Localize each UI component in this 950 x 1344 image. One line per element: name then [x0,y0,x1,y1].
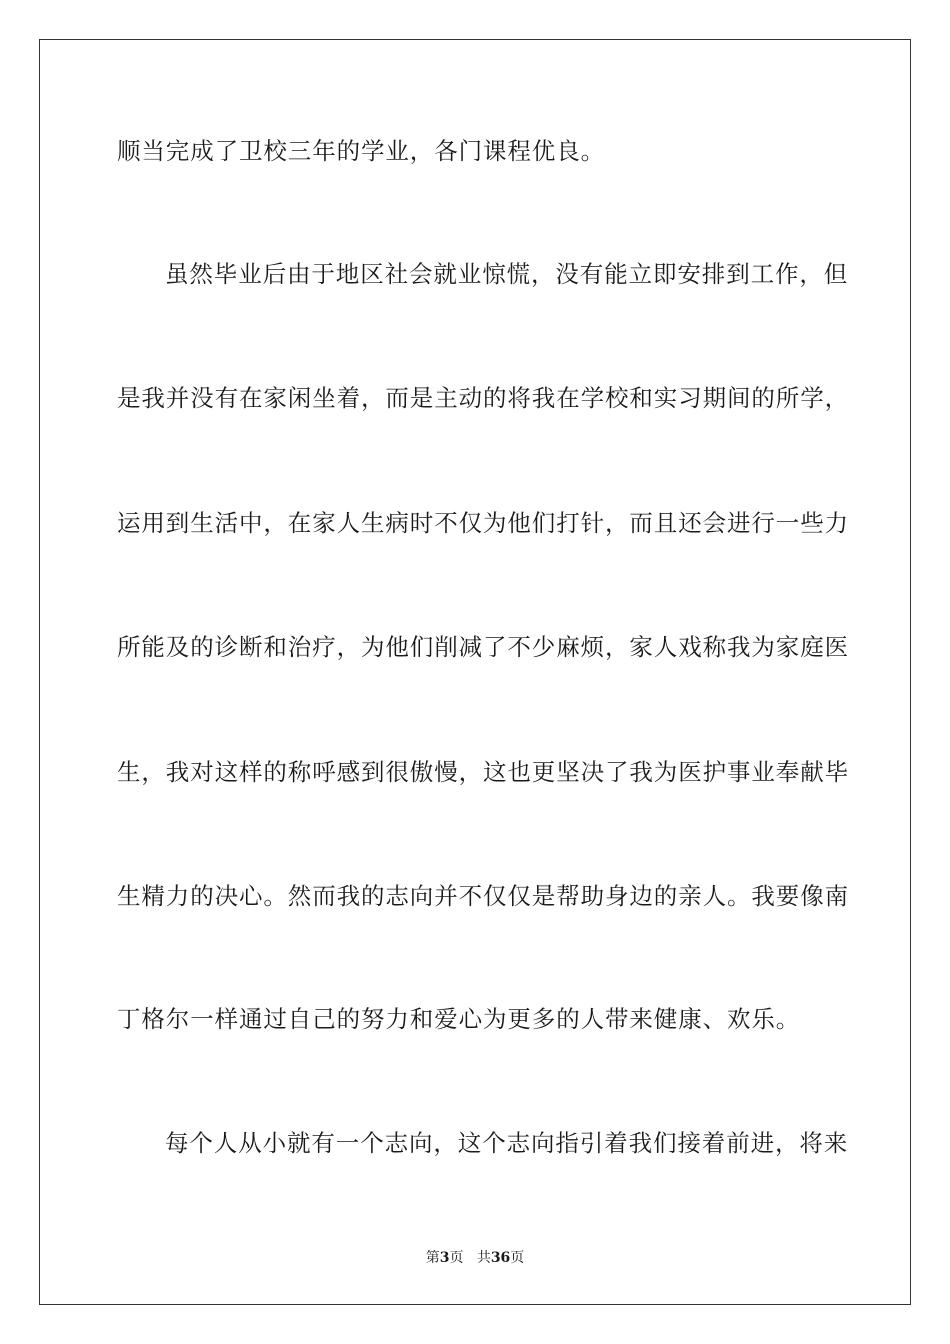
page-footer [0,1249,950,1267]
text-line-8: 丁格尔一样通过自己的努力和爱心为更多的人带来健康、欢乐。 [117,1005,801,1033]
text-line-4: 运用到生活中，在家人生病时不仅为他们打针，而且还会进行一些力 [117,509,849,537]
total-prefix: 共 [476,1250,491,1266]
page-prefix: 第 [425,1250,440,1266]
text-line-3: 是我并没有在家闲坐着，而是主动的将我在学校和实习期间的所学， [117,384,849,412]
total-pages: 36 [490,1250,511,1266]
text-line-2: 虽然毕业后由于地区社会就业惊慌，没有能立即安排到工作，但 [165,260,849,288]
text-line-5: 所能及的诊断和治疗，为他们削减了不少麻烦，家人戏称我为家庭医 [117,633,849,661]
page-suffix: 页 [449,1250,464,1266]
page-border [39,39,911,1305]
text-line-1: 顺当完成了卫校三年的学业，各门课程优良。 [117,137,605,165]
page-number: 3 [439,1250,450,1266]
text-line-7: 生精力的决心。然而我的志向并不仅仅是帮助身边的亲人。我要像南 [117,882,849,910]
text-line-9: 每个人从小就有一个志向，这个志向指引着我们接着前进，将来 [165,1129,849,1157]
text-line-6: 生，我对这样的称呼感到很傲慢，这也更坚决了我为医护事业奉献毕 [117,758,849,786]
total-suffix: 页 [510,1250,525,1266]
